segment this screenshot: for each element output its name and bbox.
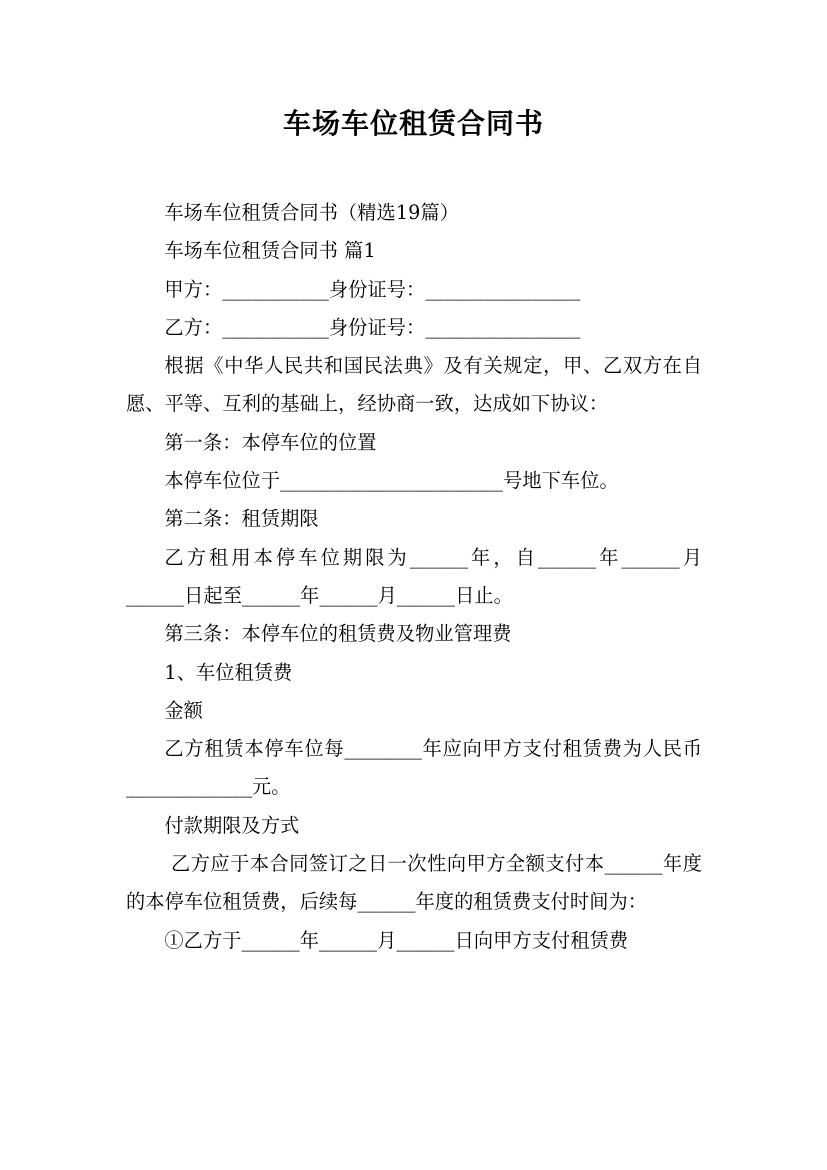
paragraph-payment-content: 乙方应于本合同签订之日一次性向甲方全额支付本______年度的本停车位租赁费，后续每______年度的租赁费支付时间为： — [126, 852, 703, 914]
paragraph-party-a: 甲方：___________身份证号：________________ — [164, 277, 581, 301]
paragraph-section-heading: 车场车位租赁合同书 篇1 — [164, 239, 376, 263]
paragraph-preamble: 根据《中华人民共和国民法典》及有关规定，甲、乙双方在自愿、平等、互利的基础上，经协商一致，达成如下协议： — [126, 354, 702, 416]
paragraph-article-1-content: 本停车位位于_______________________号地下车位。 — [164, 469, 619, 493]
paragraph-amount-content: 乙方租赁本停车位每________年应向甲方支付租赁费为人民币_____________元。 — [126, 737, 702, 799]
document-title: 车场车位租赁合同书 — [282, 107, 544, 140]
paragraph-article-2-heading: 第二条：租赁期限 — [164, 507, 319, 531]
paragraph-amount-heading: 金额 — [164, 698, 203, 722]
paragraph-article-1-heading: 第一条：本停车位的位置 — [164, 430, 377, 454]
paragraph-article-3-heading: 第三条：本停车位的租赁费及物业管理费 — [164, 622, 512, 646]
paragraph-party-b: 乙方：___________身份证号：________________ — [164, 315, 581, 339]
document-body — [126, 194, 702, 960]
paragraph-payment-item-1: ①乙方于______年______月______日向甲方支付租赁费 — [164, 928, 629, 952]
paragraph-subtitle: 车场车位租赁合同书（精选19篇） — [164, 201, 460, 224]
paragraph-payment-heading: 付款期限及方式 — [164, 813, 300, 837]
paragraph-article-2-content: 乙方租用本停车位期限为______年，自______年______月______日起至______年______月______日止。 — [126, 545, 702, 607]
paragraph-rent-heading: 1、车位租赁费 — [164, 660, 293, 684]
